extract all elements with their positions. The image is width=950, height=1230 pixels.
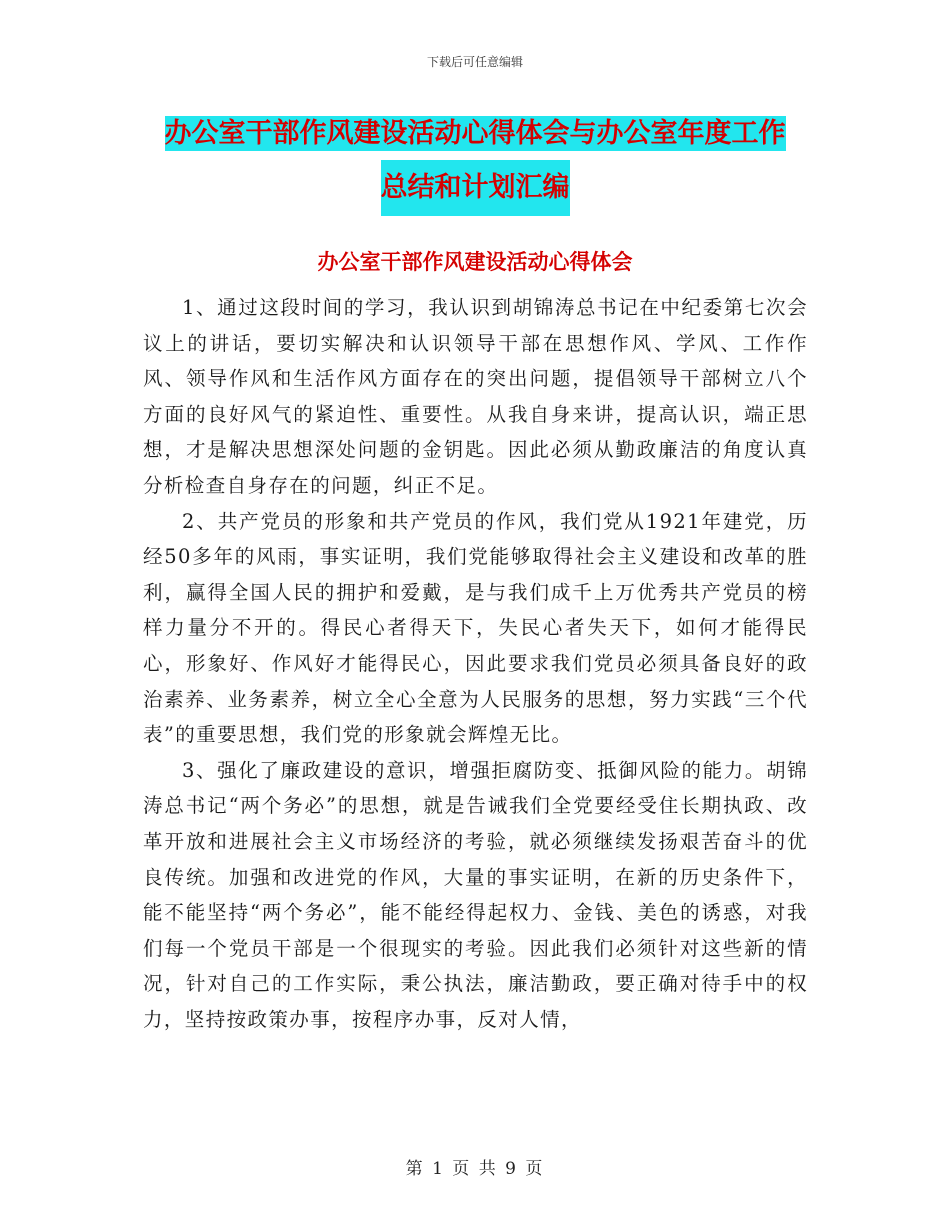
paragraph-1: 1、通过这段时间的学习，我认识到胡锦涛总书记在中纪委第七次会议上的讲话，要切实解决和认识领导干部在思想作风、学风、工作作风、领导作风和生活作风方面存在的突出问题，提倡领导干部树立八个方面的良好风气的紧迫性、重要性。从我自身来讲，提高认识，端正思想，才是解决思想深处问题的金钥匙。因此必须从勤政廉洁的角度认真分析检查自身存在的问题，纠正不足。 bbox=[143, 296, 808, 497]
body-text bbox=[143, 290, 808, 1037]
paragraph-2: 2、共产党员的形象和共产党员的作风，我们党从1921年建党，历经50多年的风雨，事实证明，我们党能够取得社会主义建设和改革的胜利，赢得全国人民的拥护和爱戴，是与我们成千上万优秀共产党员的榜样力量分不开的。得民心者得天下，失民心者失天下，如何才能得民心，形象好、作风好才能得民心，因此要求我们党员必须具备良好的政治素养、业务素养，树立全心全意为人民服务的思想，努力实践“三个代表”的重要思想，我们党的形象就会辉煌无比。 bbox=[143, 509, 808, 747]
page-number: 第 1 页 共 9 页 bbox=[405, 1159, 545, 1179]
document-title bbox=[0, 108, 950, 216]
section-heading: 办公室干部作风建设活动心得体会 bbox=[317, 250, 633, 274]
paragraph-3: 3、强化了廉政建设的意识，增强拒腐防变、抵御风险的能力。胡锦涛总书记“两个务必”的思想，就是告诫我们全党要经受住长期执政、改革开放和进展社会主义市场经济的考验，就必须继续发扬艰苦奋斗的优良传统。加强和改进党的作风，大量的事实证明，在新的历史条件下，能不能坚持“两个务必”，能不能经得起权力、金钱、美色的诱惑，对我们每一个党员干部是一个很现实的考验。因此我们必须针对这些新的情况，针对自己的工作实际，秉公执法，廉洁勤政，要正确对待手中的权力，坚持按政策办事，按程序办事，反对人情， bbox=[143, 758, 808, 1031]
page-header: 下载后可任意编辑 bbox=[426, 55, 523, 69]
document-title-line2: 总结和计划汇编 bbox=[381, 160, 570, 216]
document-title-line1: 办公室干部作风建设活动心得体会与办公室年度工作 bbox=[164, 118, 786, 149]
